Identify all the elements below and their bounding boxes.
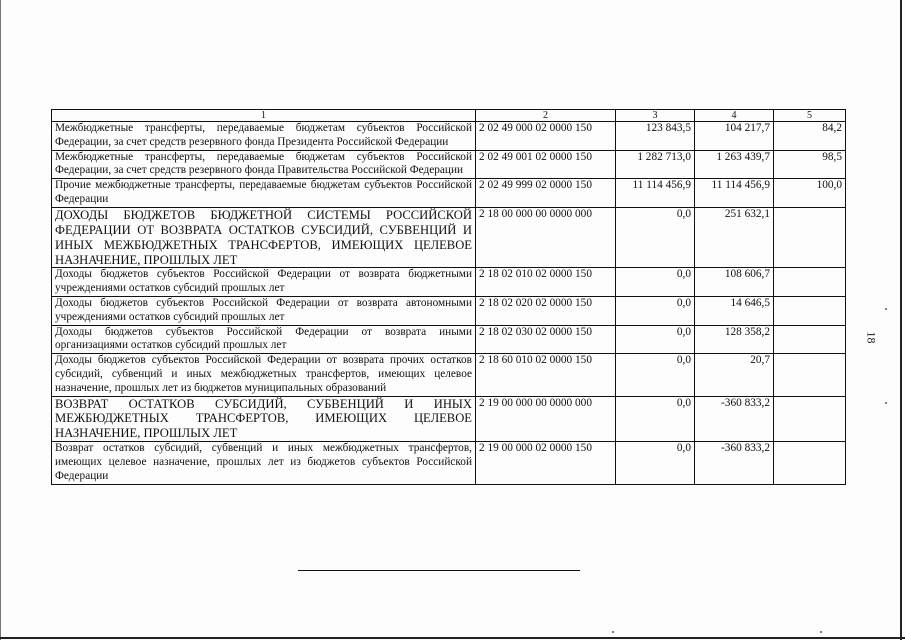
row-col3-cell: 1 282 713,0	[616, 150, 695, 179]
row-col4-cell: 251 632,1	[695, 207, 774, 268]
table-body	[52, 122, 846, 485]
row-code-cell: 2 02 49 000 02 0000 150	[476, 122, 616, 151]
row-name-cell: Межбюджетные трансферты, передаваемые бюджетам субъектов Российской Федерации, за счет средств резервного фонда Правительства Российской Федерации	[52, 150, 476, 179]
table-row	[52, 268, 846, 297]
budget-table	[51, 109, 846, 485]
scan-edge-left	[0, 0, 1, 640]
table-row	[52, 179, 846, 208]
row-col3-cell: 0,0	[616, 325, 695, 354]
row-col5-cell	[774, 297, 846, 326]
row-col3-cell: 0,0	[616, 442, 695, 484]
table-row	[52, 396, 846, 442]
table-row	[52, 150, 846, 179]
row-name-cell: Прочие межбюджетные трансферты, передаваемые бюджетам субъектов Российской Федерации	[52, 179, 476, 208]
header-col-5: 5	[774, 110, 846, 122]
scan-speck	[885, 308, 887, 310]
row-code-cell: 2 18 02 010 02 0000 150	[476, 268, 616, 297]
table-row	[52, 325, 846, 354]
row-name-cell: ВОЗВРАТ ОСТАТКОВ СУБСИДИЙ, СУБВЕНЦИЙ И ИНЫХ МЕЖБЮДЖЕТНЫХ ТРАНСФЕРТОВ, ИМЕЮЩИХ ЦЕЛЕВОЕ НАЗНАЧЕНИЕ, ПРОШЛЫХ ЛЕТ	[52, 396, 476, 442]
row-col4-cell: 104 217,7	[695, 122, 774, 151]
scan-speck	[885, 402, 887, 404]
row-name-cell: Доходы бюджетов субъектов Российской Федерации от возврата прочих остатков субсидий, субвенций и иных межбюджетных трансфертов, имеющих целевое назначение, прошлых лет из бюджетов муниципальных образований	[52, 354, 476, 396]
header-row	[52, 110, 846, 122]
separator-line	[298, 570, 580, 571]
row-col3-cell: 123 843,5	[616, 122, 695, 151]
row-col4-cell: 20,7	[695, 354, 774, 396]
row-col5-cell: 100,0	[774, 179, 846, 208]
row-col3-cell: 0,0	[616, 354, 695, 396]
row-col4-cell: 108 606,7	[695, 268, 774, 297]
row-name-cell: Возврат остатков субсидий, субвенций и иных межбюджетных трансфертов, имеющих целевое назначение, прошлых лет из бюджетов субъектов Российской Федерации	[52, 442, 476, 484]
table-row	[52, 354, 846, 396]
header-col-2: 2	[476, 110, 616, 122]
row-col5-cell	[774, 442, 846, 484]
row-code-cell: 2 02 49 001 02 0000 150	[476, 150, 616, 179]
table-row	[52, 122, 846, 151]
row-col3-cell: 0,0	[616, 207, 695, 268]
table-row	[52, 207, 846, 268]
page-number: 18	[864, 331, 879, 344]
row-name-cell: Доходы бюджетов субъектов Российской Федерации от возврата автономными учреждениями остатков субсидий прошлых лет	[52, 297, 476, 326]
row-col5-cell: 98,5	[774, 150, 846, 179]
row-code-cell: 2 19 00 000 00 0000 000	[476, 396, 616, 442]
header-col-1: 1	[52, 110, 476, 122]
header-col-3: 3	[616, 110, 695, 122]
row-col4-cell: 14 646,5	[695, 297, 774, 326]
row-name-cell: ДОХОДЫ БЮДЖЕТОВ БЮДЖЕТНОЙ СИСТЕМЫ РОССИЙСКОЙ ФЕДЕРАЦИИ ОТ ВОЗВРАТА ОСТАТКОВ СУБСИДИЙ, СУБВЕНЦИЙ И ИНЫХ МЕЖБЮДЖЕТНЫХ ТРАНСФЕРТОВ, ИМЕЮЩИХ ЦЕЛЕВОЕ НАЗНАЧЕНИЕ, ПРОШЛЫХ ЛЕТ	[52, 207, 476, 268]
table-header	[52, 110, 846, 122]
row-code-cell: 2 18 00 000 00 0000 000	[476, 207, 616, 268]
scan-edge-right	[900, 0, 902, 640]
table-row	[52, 442, 846, 484]
row-col3-cell: 0,0	[616, 297, 695, 326]
row-col4-cell: -360 833,2	[695, 442, 774, 484]
row-col3-cell: 0,0	[616, 396, 695, 442]
row-col3-cell: 0,0	[616, 268, 695, 297]
row-col5-cell	[774, 325, 846, 354]
scan-edge-bottom	[0, 637, 905, 639]
row-name-cell: Межбюджетные трансферты, передаваемые бюджетам субъектов Российской Федерации, за счет средств резервного фонда Президента Российской Федерации	[52, 122, 476, 151]
row-name-cell: Доходы бюджетов субъектов Российской Федерации от возврата иными организациями остатков субсидий прошлых лет	[52, 325, 476, 354]
row-col4-cell: 11 114 456,9	[695, 179, 774, 208]
row-code-cell: 2 18 02 020 02 0000 150	[476, 297, 616, 326]
row-col5-cell: 84,2	[774, 122, 846, 151]
scan-speck	[612, 631, 614, 633]
row-col5-cell	[774, 354, 846, 396]
row-col3-cell: 11 114 456,9	[616, 179, 695, 208]
row-col4-cell: 128 358,2	[695, 325, 774, 354]
row-name-cell: Доходы бюджетов субъектов Российской Федерации от возврата бюджетными учреждениями остатков субсидий прошлых лет	[52, 268, 476, 297]
row-col4-cell: -360 833,2	[695, 396, 774, 442]
scan-speck	[820, 631, 822, 633]
row-col5-cell	[774, 268, 846, 297]
table-row	[52, 297, 846, 326]
row-col5-cell	[774, 207, 846, 268]
row-code-cell: 2 18 02 030 02 0000 150	[476, 325, 616, 354]
header-col-4: 4	[695, 110, 774, 122]
row-code-cell: 2 18 60 010 02 0000 150	[476, 354, 616, 396]
row-code-cell: 2 02 49 999 02 0000 150	[476, 179, 616, 208]
row-col5-cell	[774, 396, 846, 442]
row-col4-cell: 1 263 439,7	[695, 150, 774, 179]
row-code-cell: 2 19 00 000 02 0000 150	[476, 442, 616, 484]
